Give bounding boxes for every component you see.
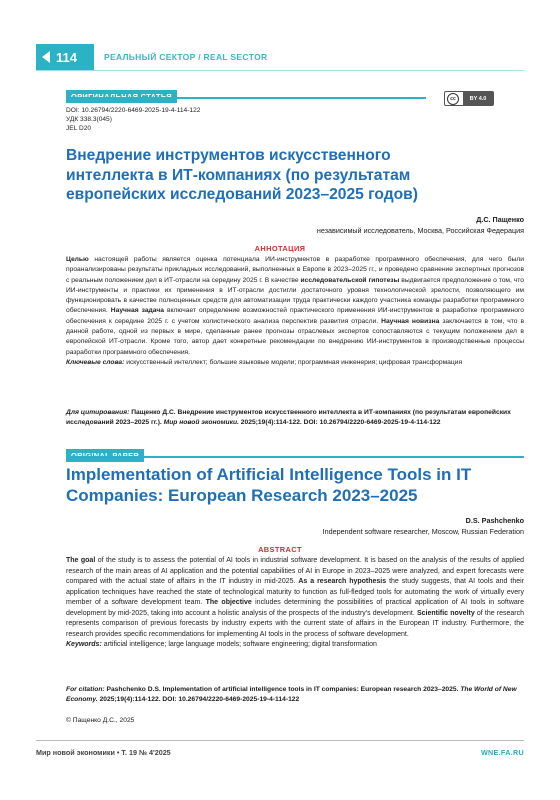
ru-abs-text-2: выдвигается предположение о том, что ИИ-инструменты и практики их применения в ИТ-отрасли достигли достаточного уровня технологической зрелости, позволяющего им функционировать в качестве полноценных средств для автоматизации труда практически каждого участника команды разработки программного обеспечения. [66,276,524,315]
en-citation-journal: The World of New Economy. [66,686,517,704]
ru-author-affiliation: независимый исследователь, Москва, Российская Федерация [316,226,524,235]
ru-abs-text-4: заключается в том, что в данной работе, одной из первых в мире, сделанные ранее прогнозы отраслевых экспертов сопоставляются с текущим положением дел в европейской ИТ-отрасли. Кроме того, автор дает конкретные рекомендации по внедрению ИИ-инструментов в производственные процессы разработки программного обеспечения. [66,317,525,356]
ru-abs-text-1: настоящей работы является оценка потенциала ИИ-инструментов в разработке программного обеспечения, для чего были проанализированы результаты прикладных исследований, выполненных в Европе в 2023–2025 гг., и проведено сравнение экспертных прогнозов с реальным положением дел в ИТ-отрасли на середину 2025 г. В качестве [66,256,524,284]
en-citation [66,685,524,706]
arrow-left-icon [42,51,50,63]
ru-citation-rest[interactable]: 2025;19(4):114-122. DOI: 10.26794/2220-6469-2025-19-4-114-122 [238,419,441,427]
copyright: © Пащенко Д.С., 2025 [66,717,135,724]
ru-citation-label: Для цитирования: [66,409,130,416]
ru-author-name: Д.С. Пащенко [476,215,524,224]
ru-author-block [317,214,524,236]
en-author-block [323,515,524,537]
en-abs-hypothesis: As a research hypothesis [298,578,387,585]
en-abs-goal: The goal [66,557,96,564]
ru-abs-text-3: включает определение возможностей практического применения ИИ-инструментов в разработке программного обеспечения к середине 2025 г. с учетом холистического анализа перспектив развития отрасли. [66,307,524,325]
ru-citation-journal: Мир новой экономики. [163,419,239,427]
page-number-tab [36,44,94,70]
en-author-name: D.S. Pashchenko [465,516,524,525]
section-label: РЕАЛЬНЫЙ СЕКТОР / REAL SECTOR [104,52,268,62]
ru-keywords-label: Ключевые слова: [66,358,125,366]
cc-icon: cc [447,93,459,105]
page-number: 114 [56,49,77,65]
en-citation-text: Pashchenko D.S. Implementation of artificial intelligence tools in IT companies: European research 2023–2025. [104,686,461,693]
header-divider [36,70,524,71]
ru-abs-hypothesis: исследовательской гипотезы [300,276,400,284]
en-abstract [66,556,524,651]
en-abs-text-1: of the study is to assess the potential of AI tools in industrial software development. It is based on the analysis of the results of applied research of the main areas of AI application and the potential capabilities of AI in Europe in 2023–2025 were analyzed, and expert forecasts were compared with the actual state of affairs in the IT industry in mid-2025. [66,557,525,585]
ru-citation [66,408,524,429]
en-label-rule [66,456,524,458]
en-abs-text-4: of the research represents comparison of previous forecasts by industry experts with the current state of affairs in the European IT industry. Furthermore, the research provides specific recommendations for implementing AI tools in the process of software development. [66,609,524,638]
footer-divider [36,740,524,741]
en-abstract-heading: ABSTRACT [258,545,302,554]
cc-license-badge[interactable] [444,91,494,106]
ru-udk: УДК 338.3(045) [66,116,112,123]
en-abs-text-2: the study suggests, that AI tools and their application techniques have reached the state of technological maturity to function as full-fledged tools for automating the work of virtually every member of a software development team. [66,578,524,606]
ru-abstract-heading: АННОТАЦИЯ [254,244,306,253]
en-article-type [66,445,144,463]
ru-keywords-text: искусственный интеллект; большие языковые модели; программная инженерия; цифровая трансформация [124,358,463,366]
ru-meta [66,106,200,133]
en-citation-rest[interactable]: 2025;19(4):114-122. DOI: 10.26794/2220-6469-2025-19-4-114-122 [97,696,300,704]
ru-jel: JEL D20 [66,125,92,132]
en-title: Implementation of Artificial Intelligence Tools in IT Companies: European Research 2023–2025 [66,465,472,505]
en-keywords [66,640,524,651]
ru-abs-task: Научная задача [110,307,164,315]
cc-by-label: BY 4.0 [463,92,493,105]
en-abs-novelty: Scientific novelty [416,609,475,617]
ru-label-rule [66,97,426,99]
en-abs-objective: The objective [205,599,252,606]
en-author-affiliation: Independent software researcher, Moscow, Russian Federation [322,527,524,536]
ru-abstract [66,255,524,368]
footer-journal: Мир новой экономики • Т. 19 № 4'2025 [36,748,171,757]
footer-site-link[interactable]: WNE.FA.RU [480,748,524,757]
ru-citation-text: Пащенко Д.С. Внедрение инструментов искусственного интеллекта в ИТ-компаниях (по результатам европейских исследований 2023–2025 гг.). [66,409,511,427]
en-keywords-label: Keywords: [66,641,102,648]
en-abs-text-3: includes determining the possibilities of practical application of AI tools in software development by mid-2025, taking into account a holistic analysis of the prospects of the industry's development. [66,599,524,617]
ru-doi[interactable]: DOI: 10.26794/2220-6469-2025-19-4-114-122 [66,107,201,114]
ru-abs-goal: Целью [66,256,89,263]
ru-abs-novelty: Научная новизна [381,317,440,325]
en-citation-label: For citation: [66,686,105,693]
en-keywords-text: artificial intelligence; large language models; software engineering; digital transformation [101,641,377,648]
ru-article-type [66,86,177,104]
ru-keywords [66,358,524,368]
ru-title: Внедрение инструментов искусственного интеллекта в ИТ-компаниях (по результатам европейских исследований 2023–2025 годов) [66,147,418,203]
